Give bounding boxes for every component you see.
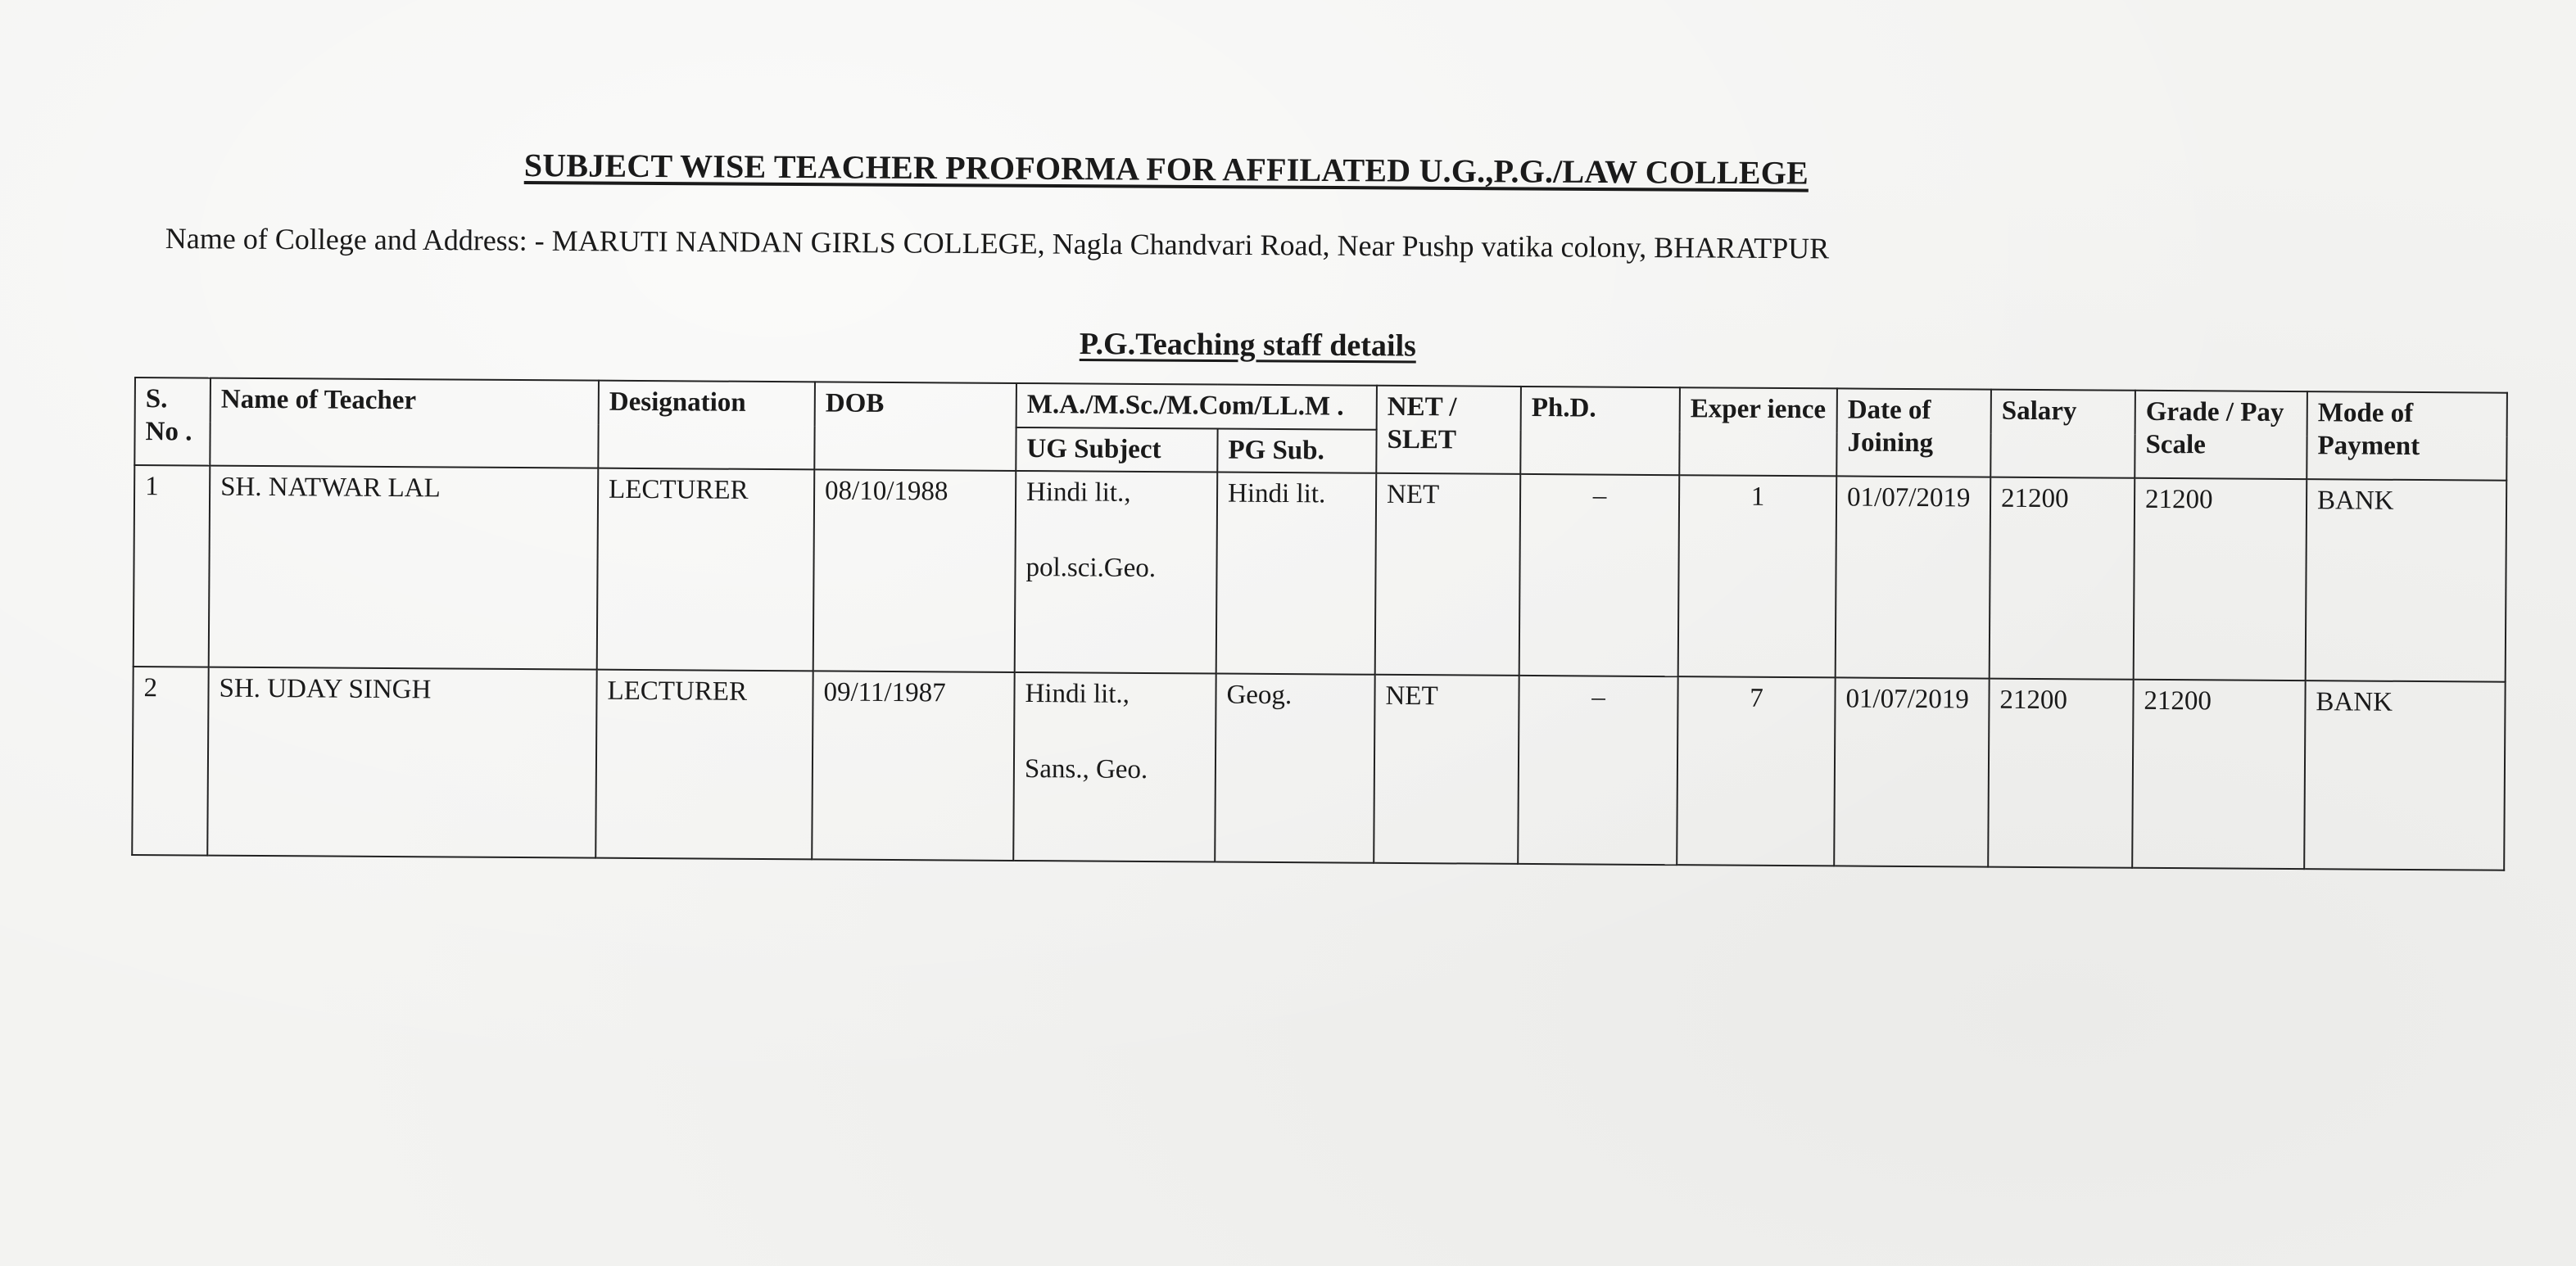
- staff-table-wrapper: [131, 377, 2506, 871]
- cell-experience: 1: [1678, 475, 1837, 677]
- college-name-address: [165, 221, 1830, 265]
- cell-name: SH. UDAY SINGH: [207, 667, 596, 858]
- header-pg-sub: PG Sub.: [1217, 428, 1376, 473]
- cell-sno: 1: [134, 465, 211, 667]
- table-row: [134, 465, 2507, 682]
- cell-sno: 2: [132, 667, 208, 856]
- cell-dob: 08/10/1988: [813, 470, 1016, 673]
- cell-ug-subject: [1013, 672, 1216, 862]
- college-label: Name of College and Address: -: [165, 221, 552, 257]
- ug-subject-line2: Sans., Geo.: [1024, 753, 1148, 784]
- header-row: [135, 378, 2507, 436]
- college-value: MARUTI NANDAN GIRLS COLLEGE, Nagla Chandvari Road, Near Pushp vatika colony, BHARATPUR: [551, 224, 1830, 265]
- header-ug-subject: UG Subject: [1016, 427, 1217, 472]
- cell-name: SH. NATWAR LAL: [209, 466, 599, 670]
- cell-designation: LECTURER: [597, 468, 815, 671]
- cell-mode-of-payment: BANK: [2306, 479, 2507, 682]
- header-mode-of-payment: Mode of Payment: [2307, 391, 2507, 481]
- staff-table: [131, 377, 2508, 871]
- cell-ug-subject: [1015, 471, 1218, 674]
- cell-mode-of-payment: BANK: [2304, 680, 2505, 870]
- header-salary: Salary: [1990, 390, 2135, 478]
- cell-salary: 21200: [1988, 679, 2133, 868]
- header-phd: Ph.D.: [1520, 387, 1680, 475]
- ug-subject-line2: pol.sci.Geo.: [1025, 552, 1157, 583]
- header-experience: Exper ience: [1679, 387, 1837, 476]
- header-net-slet: NET / SLET: [1376, 386, 1521, 474]
- document-title: SUBJECT WISE TEACHER PROFORMA FOR AFFILATED U.G.,P.G./LAW COLLEGE: [523, 146, 1809, 192]
- cell-salary: 21200: [1990, 477, 2135, 680]
- cell-pg-sub: Hindi lit.: [1216, 472, 1377, 675]
- cell-phd: –: [1518, 676, 1677, 865]
- header-designation: Designation: [598, 381, 815, 470]
- header-degree-group: M.A./M.Sc./M.Com/LL.M .: [1016, 383, 1377, 429]
- header-name: Name of Teacher: [210, 378, 599, 468]
- cell-designation: LECTURER: [595, 670, 813, 860]
- section-subtitle: P.G.Teaching staff details: [1079, 326, 1417, 364]
- header-sno: S. No .: [134, 378, 211, 466]
- cell-pg-sub: Geog.: [1215, 674, 1374, 863]
- cell-net-slet: NET: [1375, 473, 1521, 676]
- ug-subject-line1: Hindi lit.,: [1025, 679, 1130, 710]
- cell-grade-pay-scale: 21200: [2132, 680, 2305, 869]
- cell-date-of-joining: 01/07/2019: [1834, 678, 1989, 867]
- cell-phd: –: [1519, 474, 1680, 676]
- cell-grade-pay-scale: 21200: [2134, 478, 2307, 680]
- table-row: [132, 667, 2505, 870]
- header-grade-pay-scale: Grade / Pay Scale: [2135, 391, 2307, 480]
- header-date-of-joining: Date of Joining: [1836, 388, 1991, 477]
- ug-subject-line1: Hindi lit.,: [1025, 477, 1131, 509]
- header-dob: DOB: [814, 382, 1016, 471]
- cell-experience: 7: [1677, 676, 1835, 866]
- cell-net-slet: NET: [1374, 675, 1519, 864]
- cell-dob: 09/11/1987: [812, 671, 1014, 861]
- cell-date-of-joining: 01/07/2019: [1836, 477, 1991, 679]
